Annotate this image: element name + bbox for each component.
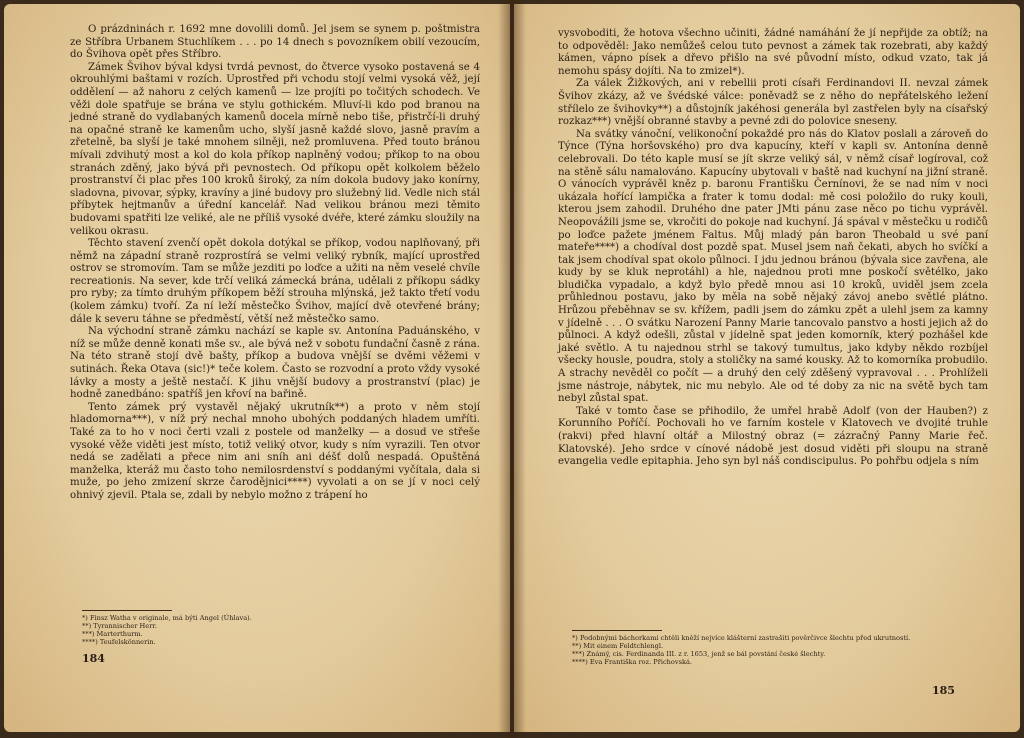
- page-number: 185: [932, 684, 955, 697]
- left-footnotes: [82, 610, 462, 646]
- paragraph: Zámek Švihov býval kdysi tvrdá pevnost, do čtverce vysoko postavená se 4 okrouhlými baštami v rozích. Uprostřed při vchodu stojí velmi vysoká věž, její oddělení — až nahoru z celých kamenů — lze projíti po točitých schodech. Ve věži dole spatřuje se brána ve stylu gothickém. Mluví-li kdo pod branou na jedné straně do vydlabaných kamenů docela mírně nebo tiše, přistrčí-li druhý na opačné straně ke kamenům ucho, slyší jasně každé slovo, jasně pravím a zřetelně, ba slyší je také mnohem silněji, než promluvena. Před touto bránou mívali zdvihutý most a kol do kola příkop naplněný vodou; příkop to na obou stranách zděný, jako bývá při pevnostech. Od příkopu opět kolkolem běželo prostranství či plac přes 100 kroků široký, za ním dokola budovy jako konírny, sladovna, pivovar, sýpky, kravíny a jiné budovy pro služebný lid. Vedle nich stál příbytek hejtmanův a úřední kancelář. Nad velikou bránou mezi těmito budovami spatřiti lze veliké, ale ne příliš vysoké dvéře, které zámku sloužily na velikou okrasu.: [70, 61, 480, 237]
- paragraph: Na východní straně zámku nachází se kaple sv. Antonína Paduánského, v níž se může denně konati mše sv., ale bývá než v sobotu fundační časně z rána. Na této straně stojí dvě bašty, příkop a budova vnější se dvěmi věžemi v sutinách. Řeka Otava (sic!)* teče kolem. Často se rozvodní a proto vždy vysoké lávky a mosty a ještě nestačí. K jihu vnější budovy a prostranství (plac) je hodně zanedbáno: spatříš jen křoví na bařině.: [70, 326, 480, 401]
- footnote: **) Tyrannischer Herr.: [82, 622, 157, 630]
- paragraph: Také v tomto čase se přihodilo, že umřel hrabě Adolf (von der Hauben?) z Korunního Poříčí. Pochovali ho ve farním kostele v Klatovech ve dvojité truhle (rakvi) před hlavní oltář a Milostný obraz (= zázračný Panny Marie řeč. Klatovské). Jeho srdce v cínové nádobě jest dosud viděti při sloupu na straně evangelia vedle epitaphia. Jeho syn byl náš condiscipulus. Po pohřbu odjela s ním: [558, 405, 988, 468]
- paragraph: Za válek Žižkových, ani v rebellii proti císaři Ferdinandovi II. nevzal zámek Švihov zkázy, až ve švédské válce: poněvadž se z něho do nepřátelského ležení střílelo ze švihovky**) a důstojník jakéhosi generála byl zastřelen byly na císařský rozkaz***) vnější obranné stavby a pevné zdi do polovice sneseny.: [558, 78, 988, 128]
- footnote-rule: [572, 630, 662, 631]
- paragraph: Tento zámek prý vystavěl nějaký ukrutník**) a proto v něm stojí hladomorna***), v níž prý nechal mnoho ubohých poddaných hladem umříti. Také za to ho v noci čerti vzali z postele od manželky — a dosud ve střeše vysoké věže viděti jest místo, totiž veliký otvor, kudy s ním vyrazili. Ten otvor nedá se zadělati a přece nim ani sníh ani déšť dolů nespadá. Opuštěná manželka, kteráž mu často toho nemilosrdenství s poddanými vyčítala, dala si muže, po jeho zmizení skrze čarodějnici****) vyvolati a on se jí v noci celý ohnivý zjevil. Ptala se, zdali by nebylo možno z trápení ho: [70, 401, 480, 501]
- footnote: ****) Teufelskönnerin.: [82, 638, 156, 646]
- footnote: ***) Známý, cis. Ferdinanda III. z r. 1653, jenž se bál povstání české šlechty.: [572, 650, 826, 658]
- paragraph: O prázdninách r. 1692 mne dovolili domů. Jel jsem se synem p. poštmistra ze Stříbra Urbanem Stuchlíkem . . . po 14 dnech s povozníkem obilí vezoucím, do Švihova opět přes Stříbro.: [70, 24, 480, 61]
- paragraph: Na svátky vánoční, velikonoční pokaždé pro nás do Klatov poslali a zároveň do Týnce (Týna horšovského) pro dva kapucíny, kteří v kapli sv. Antonína denně celebrovali. Do této kaple musí se jít skrze veliký sál, v němž císař logíroval, což na stěně sálu namalováno. Kapucíny ubytovali v baště nad kuchyní na jižní straně. O vánocích vyprávěl kněz p. baronu Františku Černínovi, že se nad ním v noci ukázala hořící lampička a frater k tomu dodal: mě cosi položilo do ruky kouli, kterou jsem zahodil. Druhého dne pater JMti pánu zase něco po tichu vyprávěl. Neopovážili jsme se, vkročiti do pokoje nad kuchyní. Já spával v městečku u rodičů po loďce pažete jménem Faltus. Můj mladý pán baron Theobald u své paní mateře****) a chodíval dost pozdě spat. Musel jsem naň čekati, abych ho svíčkí a tak jsem chodíval spat okolo půlnoci. I jdu jednou bránou (bývala sice zavřena, ale kudy by se kluk neprotáhl) a hle, najednou proti mne poskočí světélko, jako bludička vypadalo, a když bylo předě mnou asi 10 kroků, uviděl jsem zcela průhlednou postavu, jako by měla na sobě nějaký závoj anebo světlé plátno. Hrůzou přeběhnav se sv. křížem, padli jsem do zámku zpět a ulehl jsem za kamny v jídelně . . . O svátku Narození Panny Marie tancovalo panstvo a hosti jejich až do půlnoci. A když odešli, zůstal v jídelně spat jeden komorník, který pozhášel kde jaké světlo. A tu najednou strhl se takový tumultus, jako kdyby někdo rozbíjel všecky housle, poudra, stoly a stoličky na samé kousky. Až to komorníka probudilo. A strachy nevěděl co počít — a druhý den celý zděšený vypravoval . . . Prohlíželi jsme nástroje, nábytek, nic mu nebylo. Ale od té doby za nic na světě bych tam nebyl zůstal spat.: [558, 128, 988, 405]
- footnote: ***) Marterthurm.: [82, 630, 143, 638]
- left-page: [4, 4, 510, 732]
- footnote: **) Mit einem Feldtchlengl.: [572, 642, 664, 650]
- footnote-rule: [82, 610, 172, 611]
- right-page: [514, 4, 1020, 732]
- right-page-body: [558, 28, 988, 469]
- right-footnotes: [572, 630, 982, 666]
- footnote: *) Podobnými báchorkami chtěli kněží nejvíce klášterní zastrašiti pověrčivce šlechtu před ukrutností.: [572, 634, 911, 642]
- paragraph: vysvoboditi, že hotova všechno učiniti, žádné namáhání že jí nepřijde za obtíž; na to odpověděl: Jako nemůžeš celou tuto pevnost a zámek tak rozebrati, aby každý kámen, vápno písek a dřevo přišlo na své původní místo, odkud vzato, tak já nemohu spásy dojíti. Na to zmizel*).: [558, 28, 988, 77]
- paragraph: Těchto stavení zvenčí opět dokola dotýkal se příkop, vodou naplňovaný, při němž na západní straně rozprostírá se velmi veliký rybník, mající uprostřed ostrov se stromovím. Tam se může jezditi po loďce a užiti na něm veselé chvíle recreationis. Na sever, kde trčí veliká zámecká brána, udělali z příkopu sádky pro ryby; za tímto druhým příkopem běží strouha mlýnská, jež takto třetí vodu (kolem zámku) tvoří. Za ní leží městečko Švihov, mající dvě otevřené brány; dále k severu táhne se předměstí, větší než městečko samo.: [70, 238, 480, 325]
- footnote: ****) Eva Františka roz. Přichovská.: [572, 658, 693, 666]
- book-gutter: [498, 0, 526, 738]
- left-page-body: [70, 24, 480, 503]
- page-number: 184: [82, 652, 105, 665]
- footnote: *) Finsz Watha v originale, má býti Angel (Úhlava).: [82, 614, 252, 622]
